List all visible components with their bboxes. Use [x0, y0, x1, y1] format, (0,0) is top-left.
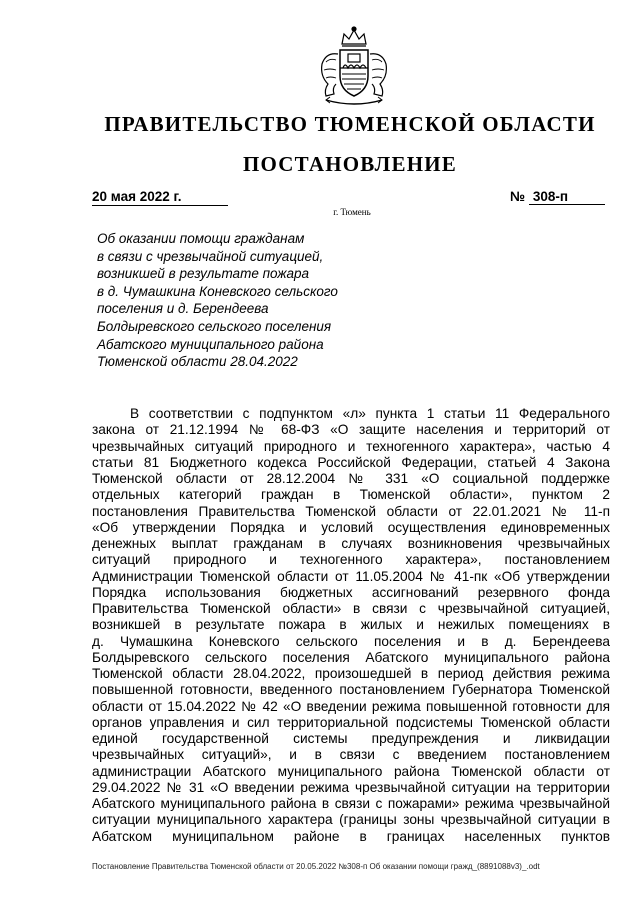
document-number	[510, 189, 605, 205]
body-line: Администрации Тюменской области от 11.05.2004 № 41-пк «Об утверждении	[92, 568, 610, 584]
body-line: ситуаций природного и техногенного характера», постановлением	[92, 552, 610, 568]
body-line: чрезвычайных ситуаций», и в связи с введением постановлением	[92, 747, 610, 763]
organization-title: ПРАВИТЕЛЬСТВО ТЮМЕНСКОЙ ОБЛАСТИ	[104, 112, 596, 136]
body-line: Болдыревского сельского поселения Абатского муниципального района	[92, 649, 610, 665]
subject-line: возникшей в результате пожара	[97, 266, 310, 282]
subject-line: в связи с чрезвычайной ситуацией,	[97, 248, 324, 264]
body-line: единой государственной системы предупреждения и ликвидации	[92, 731, 610, 746]
document-type-title: ПОСТАНОВЛЕНИЕ	[242, 152, 458, 176]
body-line: «Об утверждении Порядка и условий осуществления единовременных	[92, 519, 610, 535]
body-line: денежных выплат гражданам в случаях возникновения чрезвычайных	[92, 536, 610, 551]
body-line: постановления Правительства Тюменской области от 22.01.2021 № 11-п	[92, 503, 610, 519]
body-line: Абатском муниципальном районе в границах населенных пунктов	[92, 828, 610, 844]
body-line: д. Чумашкина Коневского сельского поселения и в д. Берендеева	[92, 633, 610, 649]
body-line: органов управления и сил территориальной подсистемы Тюменской области	[92, 714, 610, 730]
body-line: Порядка использования бюджетных ассигнований резервного фонда	[92, 584, 610, 600]
subject-line: поселения и д. Берендеева	[97, 301, 269, 317]
body-line: администрации Абатского муниципального района Тюменской области от	[92, 763, 610, 779]
document-subject	[97, 230, 357, 371]
body-line: чрезвычайных ситуаций природного и техногенного характера», частью 4	[92, 438, 610, 454]
city-label: г. Тюмень	[333, 207, 371, 217]
number-prefix: №	[510, 189, 526, 204]
body-line: Тюменской области 28.04.2022, произошедшей в период действия режима	[92, 666, 610, 681]
body-line: В соответствии с подпунктом «л» пункта 1 статьи 11 Федерального	[130, 406, 610, 421]
body-line: статьи 81 Бюджетного кодекса Российской Федерации, статьей 4 Закона	[92, 454, 610, 470]
body-line: 29.04.2022 № 31 «О введении режима чрезвычайной ситуации на территории	[92, 779, 610, 795]
body-line: области от 15.04.2022 № 42 «О введении режима повышенной готовности для	[92, 698, 610, 714]
subject-line: Абатского муниципального района	[97, 336, 324, 352]
subject-line: Тюменской области 28.04.2022	[97, 354, 298, 370]
body-line: закона от 21.12.1994 № 68-ФЗ «О защите населения и территорий от	[92, 422, 610, 438]
file-footer: Постановление Правительства Тюменской области от 20.05.2022 №308-п Об оказании помощи гражд_(8891088v3)_.odt	[92, 862, 540, 871]
body-line: отдельных категорий граждан в Тюменской области», пунктом 2	[92, 487, 610, 503]
number-value: 308-п	[529, 189, 605, 205]
body-line: Правительства Тюменской области» в связи с чрезвычайной ситуацией,	[92, 601, 610, 616]
document-date: 20 мая 2022 г.	[92, 189, 228, 206]
subject-line: Об оказании помощи гражданам	[97, 231, 305, 246]
body-line: Абатского муниципального района в связи с пожарами» режима чрезвычайной	[92, 796, 610, 811]
subject-line: Болдыревского сельского поселения	[97, 318, 332, 334]
body-line: повышенной готовности, введенного постановлением Губернатора Тюменской	[92, 682, 610, 698]
body-line: ситуации муниципального характера (границы зоны чрезвычайной ситуации в	[92, 812, 610, 828]
body-line: Тюменской области от 28.12.2004 № 331 «О социальной поддержке	[92, 471, 610, 486]
body-line: возникшей в результате пожара в жилых и нежилых помещениях в	[92, 617, 610, 633]
body-paragraph	[92, 406, 610, 845]
subject-line: в д. Чумашкина Коневского сельского	[97, 283, 338, 299]
coat-of-arms-icon	[312, 24, 396, 108]
